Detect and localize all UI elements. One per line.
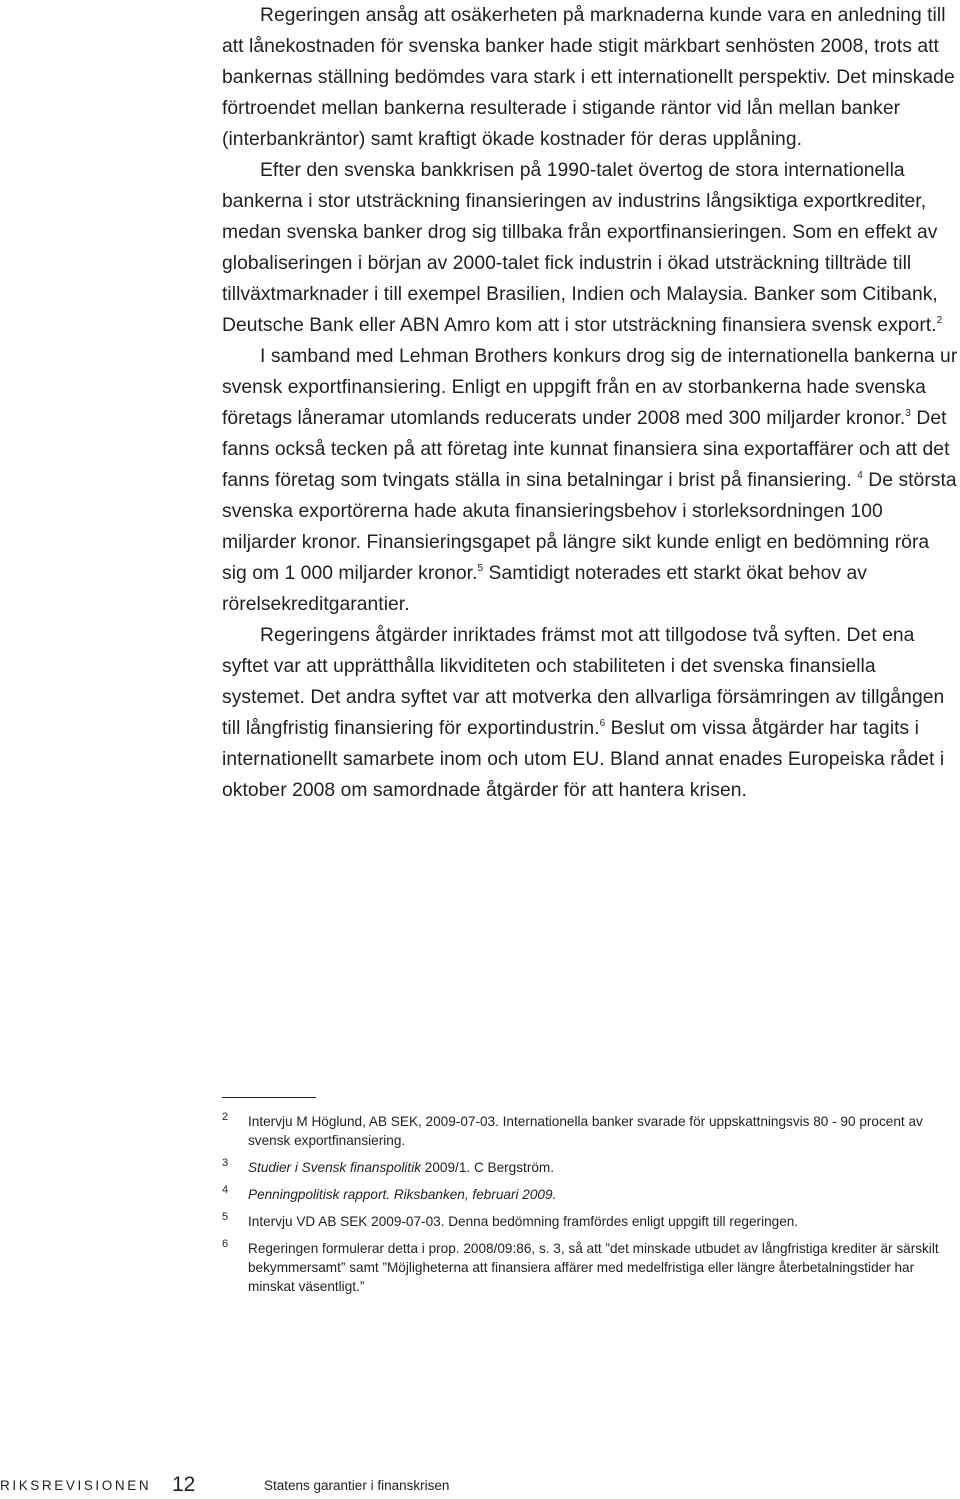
footnote-italic-text: Studier i Svensk finanspolitik xyxy=(248,1160,422,1175)
footnote-number: 4 xyxy=(222,1184,229,1196)
publisher-name: RIKSREVISIONEN xyxy=(0,1478,152,1493)
footnote-ref[interactable]: 6 xyxy=(599,718,606,729)
paragraph-text: Samtidigt noterades ett starkt ökat behov av rörelsekreditgarantier. xyxy=(222,563,867,615)
footnote-text: 2009/1. C Bergström. xyxy=(421,1160,555,1175)
footnote-number: 6 xyxy=(222,1238,229,1250)
paragraph xyxy=(222,155,958,341)
footnote-text: Intervju VD AB SEK 2009-07-03. Denna bedömning framfördes enligt uppgift till regeringen. xyxy=(248,1214,799,1229)
paragraph-text: De största svenska exportörerna hade akuta finansieringsbehov i storleksordningen 100 miljarder kronor. Finansieringsgapet på längre sikt kunde enligt en bedömning röra sig om 1 000 miljarder kronor. xyxy=(222,470,957,584)
footnote-ref[interactable]: 5 xyxy=(477,563,484,574)
footnote-ref[interactable]: 3 xyxy=(905,408,911,419)
page-footer xyxy=(0,1474,960,1498)
document-title: Statens garantier i finanskrisen xyxy=(264,1478,450,1493)
paragraph xyxy=(222,620,958,806)
footnote-4 xyxy=(222,1185,960,1204)
footnote-number: 5 xyxy=(222,1211,229,1223)
footnote-text: Intervju M Höglund, AB SEK, 2009-07-03. Internationella banker svarade för uppskattningsvis 80 - 90 procent av svensk exportfinansiering. xyxy=(248,1114,923,1148)
footnote-6 xyxy=(222,1239,960,1296)
footnote-number: 2 xyxy=(222,1111,229,1123)
paragraph-text: Beslut om vissa åtgärder har tagits i internationellt samarbete inom och utom EU. Bland annat enades Europeiska rådet i oktober 2008 om samordnade åtgärder för att hantera krisen. xyxy=(222,718,945,801)
paragraph-text: Det fanns också tecken på att företag inte kunnat finansiera sina exportaffärer och att det fanns företag som tvingats ställa in sina betalningar i brist på finansiering. xyxy=(222,408,950,491)
body-text xyxy=(222,0,958,806)
footnote-5 xyxy=(222,1212,960,1231)
footnote-text: Regeringen formulerar detta i prop. 2008/09:86, s. 3, så att ”det minskade utbudet av långfristiga krediter är särskilt bekymmersamt” samt ”Möjligheterna att finansiera affärer med medelfristiga eller längre återbetalningstider har minskat väsentligt.” xyxy=(248,1241,939,1294)
footnote-ref[interactable]: 4 xyxy=(857,470,863,481)
paragraph-text: Regeringens åtgärder inriktades främst mot att tillgodose två syften. Det ena syftet var att upprätthålla likviditeten och stabiliteten i det svenska finansiella systemet. Det andra syftet var att motverka den allvarliga försämringen av tillgången till långfristig finansiering för exportindustrin. xyxy=(222,625,945,739)
footnote-italic-text: Penningpolitisk rapport. Riksbanken, februari 2009. xyxy=(248,1187,557,1202)
paragraph-text: Efter den svenska bankkrisen på 1990-talet övertog de stora internationella bankerna i stor utsträckning finansieringen av industrins långsiktiga exportkrediter, medan svenska banker drog sig tillbaka från exportfinansieringen. Som en effekt av globaliseringen i början av 2000-talet fick industrin i ökad utsträckning tillträde till tillväxtmarknader i till exempel Brasilien, Indien och Malaysia. Banker som Citibank, Deutsche Bank eller ABN Amro kom att i stor utsträckning finansiera svensk export. xyxy=(222,160,938,336)
footnote-2 xyxy=(222,1112,960,1150)
paragraph xyxy=(222,0,958,155)
footnote-number: 3 xyxy=(222,1157,229,1169)
paragraph-text: I samband med Lehman Brothers konkurs drog sig de internationella bankerna ur svensk exportfinansiering. Enligt en uppgift från en av storbankerna hade svenska företags låneramar utomlands reducerats under 2008 med 300 miljarder kronor. xyxy=(222,346,958,429)
footnote-3 xyxy=(222,1158,960,1177)
footnote-divider xyxy=(222,1097,316,1098)
page-number: 12 xyxy=(172,1473,196,1496)
paragraph xyxy=(222,341,958,620)
paragraph-text: Regeringen ansåg att osäkerheten på marknaderna kunde vara en anledning till att lånekostnaden för svenska banker hade stigit märkbart senhösten 2008, trots att bankernas ställning bedömdes vara stark i ett internationellt perspektiv. Det minskade förtroendet mellan bankerna resulterade i stigande räntor vid lån mellan banker (interbankräntor) samt kraftigt ökade kostnader för deras upplåning. xyxy=(222,5,955,150)
footnote-ref[interactable]: 2 xyxy=(936,315,943,326)
footnotes xyxy=(222,1112,960,1296)
